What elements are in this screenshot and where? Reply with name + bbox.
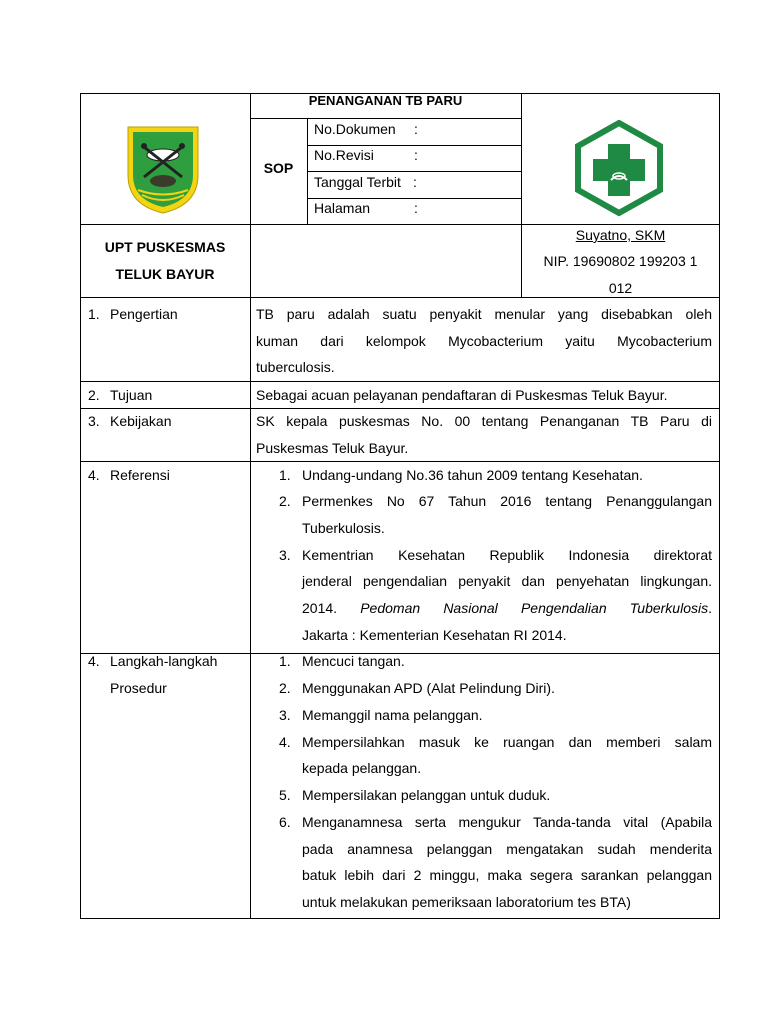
langkah-item: Mempersilahkan masuk ke ruangan dan memberi salam — [302, 734, 712, 750]
citation-title: Pedoman Nasional Pengendalian Tuberkulosis — [360, 600, 709, 616]
field-no-dokumen-label: No.Dokumen — [314, 121, 396, 137]
org-name-line2: TELUK BAYUR — [115, 266, 215, 282]
langkah-item: kepada pelanggan. — [302, 760, 422, 776]
referensi-item: Jakarta : Kementerian Kesehatan RI 2014. — [302, 627, 567, 643]
list-number: 3. — [279, 707, 291, 723]
list-number: 1. — [279, 467, 291, 483]
list-number: 2. — [279, 680, 291, 696]
section-number: 2. — [88, 387, 100, 403]
langkah-item: batuk lebih dari 2 minggu, maka segera sarankan pelanggan — [302, 867, 712, 883]
section-number: 1. — [88, 306, 100, 322]
divider — [250, 93, 251, 298]
signer-nip-line1: NIP. 19690802 199203 1 — [543, 253, 698, 269]
langkah-item: Mempersilakan pelanggan untuk duduk. — [302, 787, 551, 803]
referensi-item-citation — [302, 595, 712, 622]
section-label-prosedur: Prosedur — [110, 680, 167, 696]
tujuan-text: Sebagai acuan pelayanan pendaftaran di Puskesmas Teluk Bayur. — [256, 387, 668, 403]
field-no-dokumen-colon: : — [414, 121, 418, 137]
section-label-pengertian: Pengertian — [110, 306, 178, 322]
document-title: PENANGANAN TB PARU — [308, 93, 463, 108]
field-halaman-colon: : — [414, 200, 418, 216]
section-label-tujuan: Tujuan — [110, 387, 153, 403]
list-number: 5. — [279, 787, 291, 803]
field-halaman-label: Halaman — [314, 200, 371, 216]
field-no-revisi-label: No.Revisi — [314, 147, 374, 163]
list-number: 4. — [279, 734, 291, 750]
list-number: 6. — [279, 814, 291, 830]
emblem-icon — [124, 125, 202, 215]
signer-nip-line2: 012 — [608, 280, 633, 296]
puskesmas-logo — [575, 120, 663, 216]
list-number: 3. — [279, 547, 291, 563]
langkah-item: Menggunakan APD (Alat Pelindung Diri). — [302, 680, 555, 696]
pengertian-line: tuberculosis. — [256, 359, 335, 375]
langkah-item: Menganamnesa serta mengukur Tanda-tanda vital (Apabila — [302, 814, 712, 830]
referensi-item: Kementrian Kesehatan Republik Indonesia direktorat — [302, 547, 712, 563]
referensi-item: Tuberkulosis. — [302, 520, 385, 536]
langkah-item: Mencuci tangan. — [302, 653, 405, 669]
list-number: 2. — [279, 493, 291, 509]
kebijakan-line: SK kepala puskesmas No. 00 tentang Penanganan TB Paru di — [256, 413, 712, 429]
regional-emblem-logo — [124, 125, 202, 215]
langkah-item: pada anamnesa pelanggan mengatakan sudah menderita — [302, 841, 712, 857]
signer-name: Suyatno, SKM — [575, 227, 666, 243]
section-number: 3. — [88, 413, 100, 429]
referensi-item: jenderal pengendalian penyakit dan penyehatan lingkungan. — [302, 573, 712, 589]
list-number: 1. — [279, 653, 291, 669]
puskesmas-cross-icon — [575, 120, 663, 216]
referensi-item: Undang-undang No.36 tahun 2009 tentang Kesehatan. — [302, 467, 643, 483]
referensi-item: Permenkes No 67 Tahun 2016 tentang Penanggulangan — [302, 493, 712, 509]
sop-label: SOP — [263, 160, 294, 176]
citation-year: 2014. — [302, 600, 361, 616]
section-number: 4. — [88, 653, 100, 669]
langkah-item: Memanggil nama pelanggan. — [302, 707, 483, 723]
pengertian-line: TB paru adalah suatu penyakit menular yang disebabkan oleh — [256, 306, 712, 322]
org-name-line1: UPT PUSKESMAS — [104, 239, 226, 255]
divider — [250, 298, 251, 919]
kebijakan-line: Puskesmas Teluk Bayur. — [256, 440, 409, 456]
langkah-item: untuk melakukan pemeriksaan laboratorium tes BTA) — [302, 894, 631, 910]
section-label-referensi: Referensi — [110, 467, 170, 483]
citation-end: . — [708, 600, 712, 616]
section-label-langkah: Langkah-langkah — [110, 653, 218, 669]
field-no-revisi-colon: : — [414, 147, 418, 163]
pengertian-line: kuman dari kelompok Mycobacterium yaitu Mycobacterium — [256, 333, 712, 349]
section-label-kebijakan: Kebijakan — [110, 413, 172, 429]
field-tanggal-terbit-colon: : — [413, 174, 417, 190]
field-tanggal-terbit-label: Tanggal Terbit — [314, 174, 401, 190]
section-number: 4. — [88, 467, 100, 483]
